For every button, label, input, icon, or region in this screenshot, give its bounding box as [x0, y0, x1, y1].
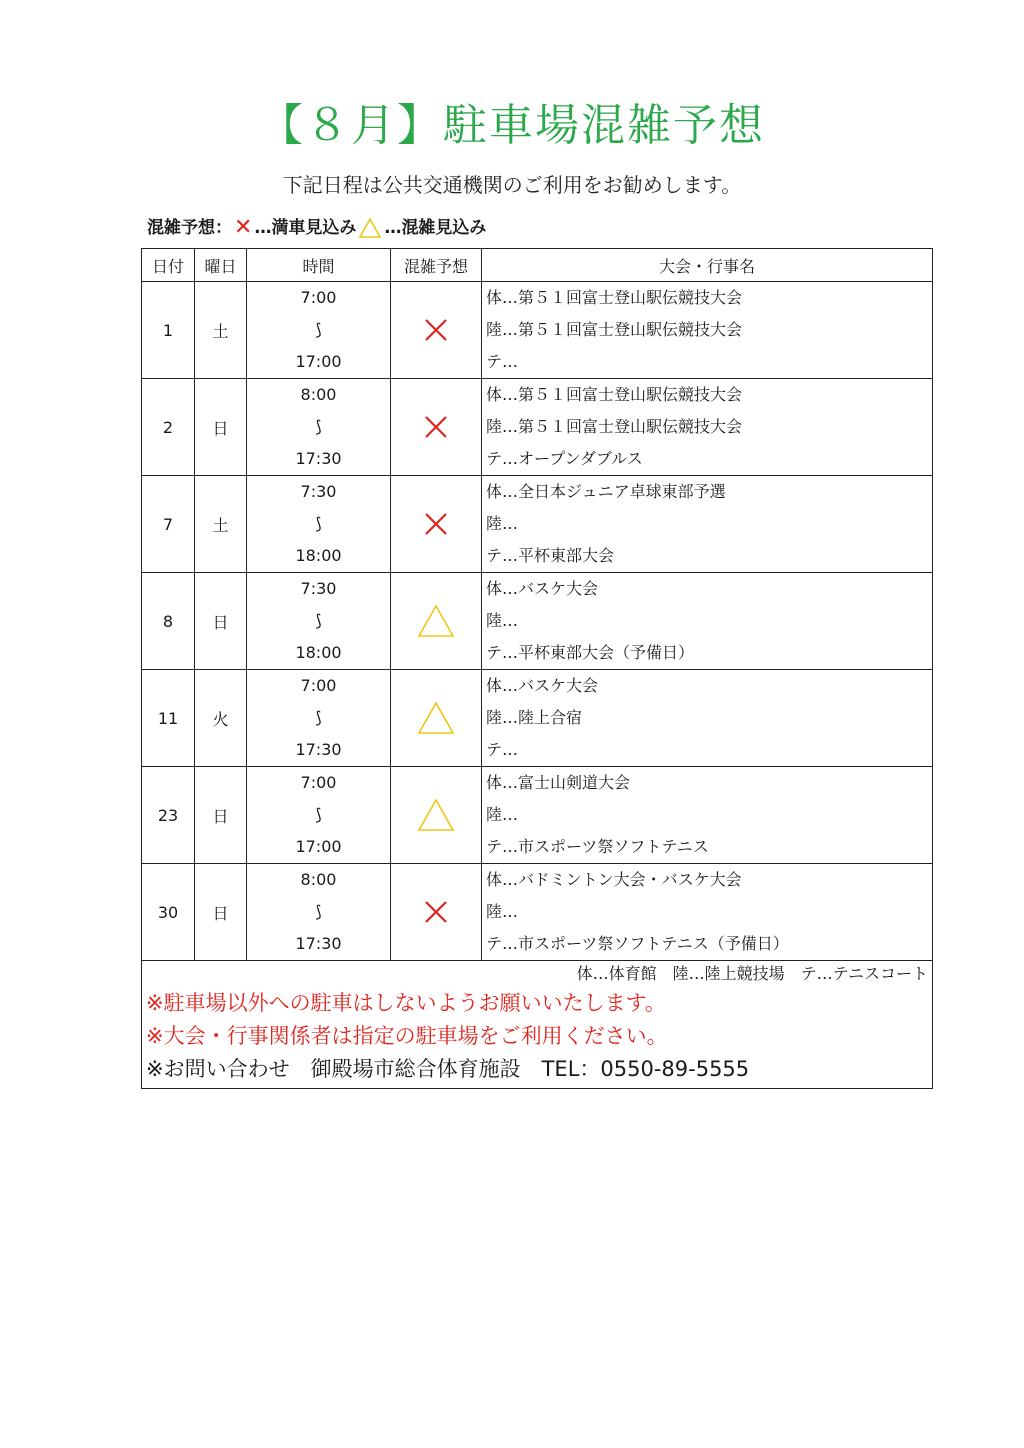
time-separator: ⟆ — [315, 320, 322, 339]
abbreviation-note: 体…体育館 陸…陸上競技場 テ…テニスコート — [576, 964, 928, 983]
legend-crowded-label: …混雑見込み — [384, 218, 487, 238]
event-gym: 体…バドミントン大会・バスケ大会 — [486, 870, 742, 889]
event-tennis: テ…市スポーツ祭ソフトテニス（予備日） — [486, 934, 789, 953]
legend-full-label: …満車見込み — [254, 218, 357, 238]
date-cell: 30 — [142, 864, 195, 961]
table-row — [142, 476, 933, 573]
time-cell — [247, 573, 391, 670]
forecast-cell — [391, 379, 482, 476]
event-gym: 体…バスケ大会 — [486, 579, 599, 598]
time-end: 17:30 — [295, 934, 342, 953]
event-tennis: テ…平杯東部大会 — [486, 546, 615, 565]
table-footer-row — [142, 961, 933, 1089]
event-track: 陸…陸上合宿 — [486, 708, 583, 727]
time-end: 18:00 — [295, 643, 342, 662]
legend-prefix: 混雑予想： — [147, 218, 232, 238]
event-cell — [482, 767, 933, 864]
full-x-icon — [423, 317, 449, 343]
time-end: 17:30 — [295, 449, 342, 468]
table-row — [142, 379, 933, 476]
date-cell: 11 — [142, 670, 195, 767]
event-track: 陸… — [486, 805, 519, 824]
event-track: 陸…第５１回富士登山駅伝競技大会 — [486, 417, 743, 436]
crowded-triangle-icon — [416, 797, 456, 833]
date-cell: 1 — [142, 282, 195, 379]
date-cell: 23 — [142, 767, 195, 864]
header-event: 大会・行事名 — [482, 249, 933, 282]
time-separator: ⟆ — [315, 514, 322, 533]
event-track: 陸… — [486, 611, 519, 630]
forecast-cell — [391, 864, 482, 961]
day-cell: 火 — [195, 670, 247, 767]
day-cell: 土 — [195, 476, 247, 573]
day-cell: 日 — [195, 573, 247, 670]
event-tennis: テ… — [486, 740, 519, 759]
day-cell: 日 — [195, 864, 247, 961]
event-track: 陸…第５１回富士登山駅伝競技大会 — [486, 320, 743, 339]
event-cell — [482, 670, 933, 767]
time-start: 7:00 — [300, 676, 337, 695]
date-cell: 7 — [142, 476, 195, 573]
time-cell — [247, 670, 391, 767]
time-cell — [247, 282, 391, 379]
header-day: 曜日 — [195, 249, 247, 282]
crowded-triangle-icon — [416, 603, 456, 639]
time-start: 7:00 — [300, 773, 337, 792]
event-track: 陸… — [486, 514, 519, 533]
event-gym: 体…全日本ジュニア卓球東部予選 — [486, 482, 726, 501]
time-end: 18:00 — [295, 546, 342, 565]
time-separator: ⟆ — [315, 708, 322, 727]
table-row — [142, 670, 933, 767]
table-row — [142, 282, 933, 379]
date-cell: 2 — [142, 379, 195, 476]
header-forecast: 混雑予想 — [391, 249, 482, 282]
header-time: 時間 — [247, 249, 391, 282]
parking-notice-1: ※駐車場以外への駐車はしないようお願いいたします。 — [146, 991, 666, 1015]
time-start: 7:30 — [300, 482, 337, 501]
table-row — [142, 573, 933, 670]
table-row — [142, 767, 933, 864]
parking-forecast-table — [141, 248, 933, 1089]
crowded-triangle-icon — [416, 700, 456, 736]
table-row — [142, 864, 933, 961]
day-cell: 土 — [195, 282, 247, 379]
event-gym: 体…富士山剣道大会 — [486, 773, 631, 792]
day-cell: 日 — [195, 767, 247, 864]
event-gym: 体…バスケ大会 — [486, 676, 599, 695]
event-cell — [482, 282, 933, 379]
event-cell — [482, 379, 933, 476]
event-tennis: テ…オープンダブルス — [486, 449, 643, 468]
time-end: 17:00 — [295, 837, 342, 856]
full-x-icon — [423, 414, 449, 440]
time-separator: ⟆ — [315, 417, 322, 436]
time-cell — [247, 864, 391, 961]
full-x-icon: ✕ — [234, 215, 253, 240]
header-date: 日付 — [142, 249, 195, 282]
time-start: 8:00 — [300, 385, 337, 404]
event-tennis: テ… — [486, 352, 519, 371]
time-cell — [247, 476, 391, 573]
forecast-cell — [391, 476, 482, 573]
time-separator: ⟆ — [315, 902, 322, 921]
event-cell — [482, 864, 933, 961]
time-cell — [247, 767, 391, 864]
contact-info: ※お問い合わせ 御殿場市総合体育施設 TEL：0550-89-5555 — [146, 1057, 750, 1081]
table-header-row — [142, 249, 933, 282]
congestion-legend — [147, 214, 486, 242]
event-gym: 体…第５１回富士登山駅伝競技大会 — [486, 288, 743, 307]
event-tennis: テ…平杯東部大会（予備日） — [486, 643, 695, 662]
page-title: 【８月】駐車場混雑予想 — [259, 100, 765, 151]
forecast-cell — [391, 670, 482, 767]
event-cell — [482, 573, 933, 670]
footer-cell — [142, 961, 933, 1089]
page-subtitle: 下記日程は公共交通機関のご利用をお勧めします。 — [282, 173, 742, 197]
forecast-cell — [391, 282, 482, 379]
event-gym: 体…第５１回富士登山駅伝競技大会 — [486, 385, 743, 404]
full-x-icon — [423, 899, 449, 925]
time-end: 17:30 — [295, 740, 342, 759]
time-start: 7:30 — [300, 579, 337, 598]
full-x-icon — [423, 511, 449, 537]
time-separator: ⟆ — [315, 805, 322, 824]
event-track: 陸… — [486, 902, 519, 921]
time-end: 17:00 — [295, 352, 342, 371]
crowded-triangle-icon — [358, 217, 382, 239]
time-separator: ⟆ — [315, 611, 322, 630]
time-start: 8:00 — [300, 870, 337, 889]
forecast-cell — [391, 767, 482, 864]
parking-notice-2: ※大会・行事関係者は指定の駐車場をご利用ください。 — [146, 1024, 668, 1048]
time-start: 7:00 — [300, 288, 337, 307]
day-cell: 日 — [195, 379, 247, 476]
date-cell: 8 — [142, 573, 195, 670]
forecast-cell — [391, 573, 482, 670]
time-cell — [247, 379, 391, 476]
event-tennis: テ…市スポーツ祭ソフトテニス — [486, 837, 709, 856]
event-cell — [482, 476, 933, 573]
